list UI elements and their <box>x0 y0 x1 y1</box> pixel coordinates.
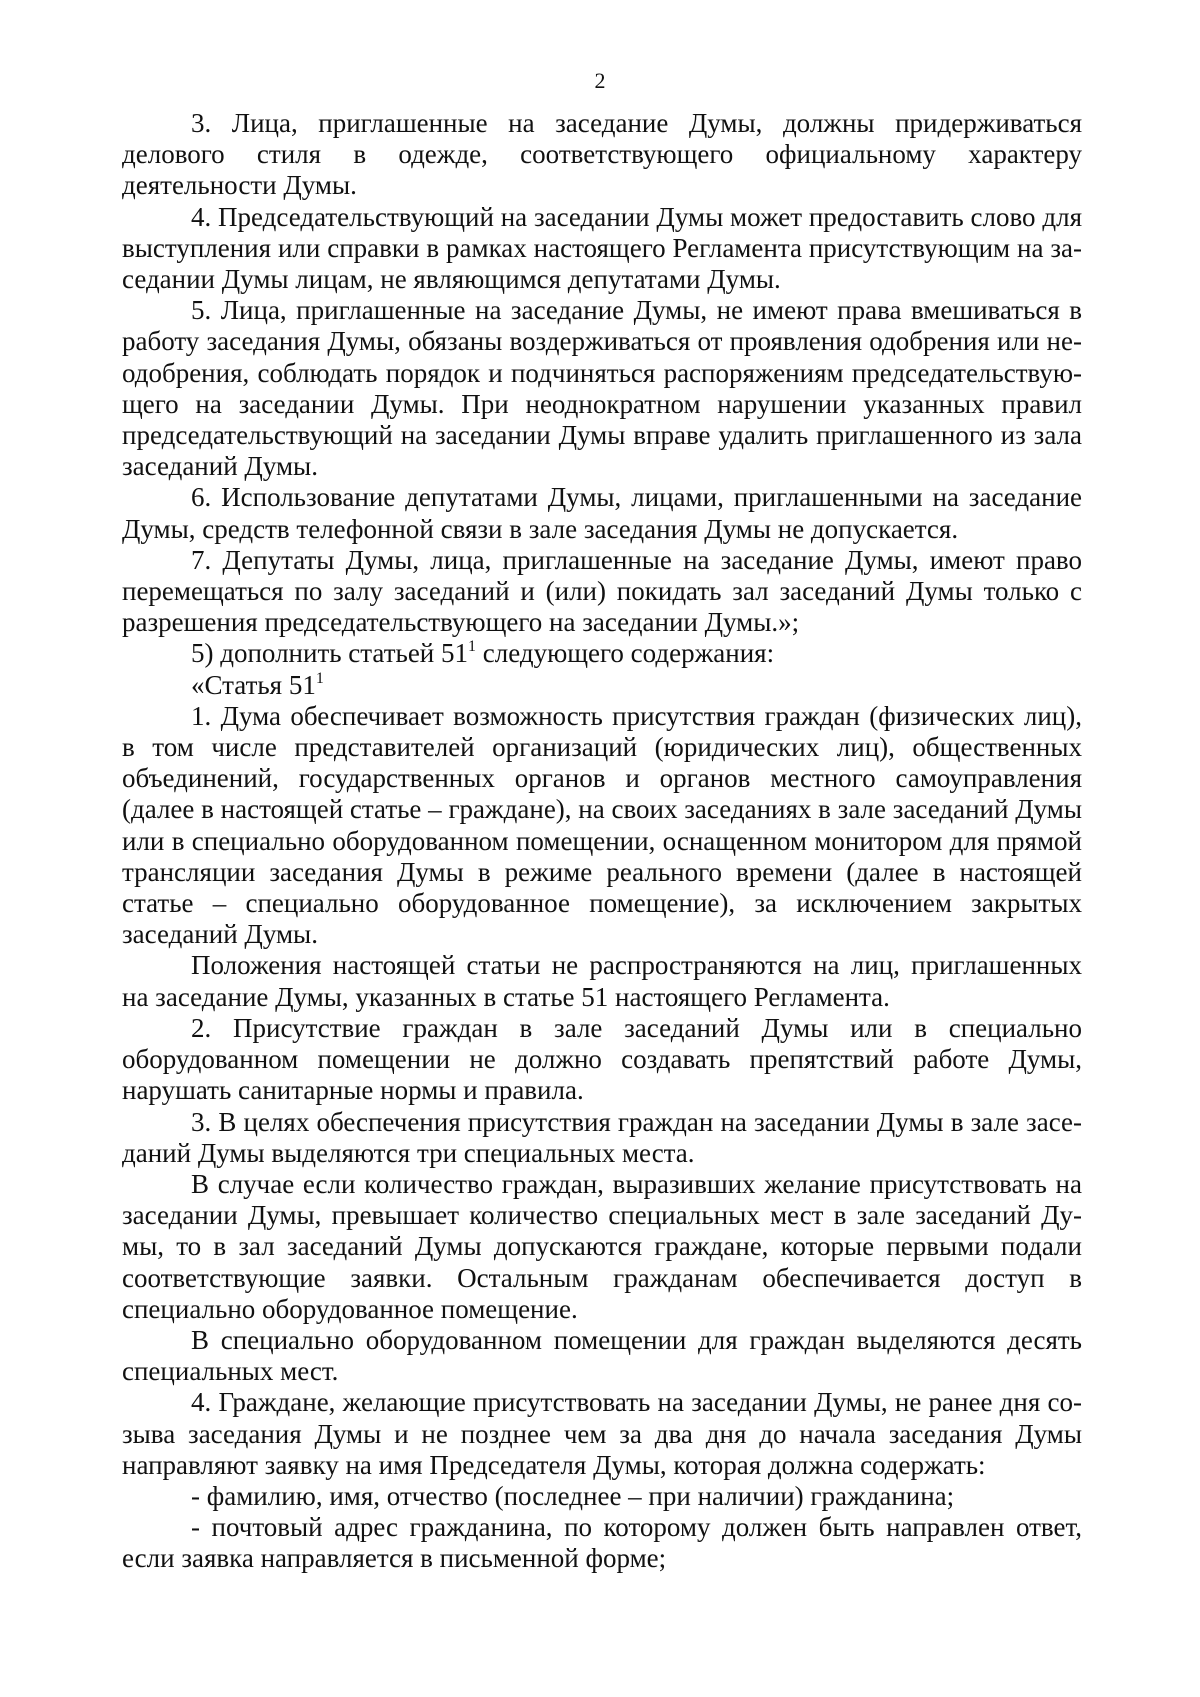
article-clause-3-seats: В специально оборудованном помещении для граждан выделяются десять специальных мест. <box>122 1324 1082 1387</box>
amendment-text: 5) дополнить статьей 51 <box>191 638 469 669</box>
article-clause-2: 2. Присутствие граждан в зале заседаний Думы или в специально оборудованном помещении не должно создавать препятствий работе Думы, нарушать санитарные нормы и правила. <box>122 1012 1082 1106</box>
paragraph-item-7: 7. Депутаты Думы, лица, приглашенные на заседание Думы, имеют право перемещаться по залу заседаний и (или) покидать зал заседаний Думы только с разрешения председательствующего на заседании Думы.»; <box>122 544 1082 638</box>
paragraph-item-6: 6. Использование депутатами Думы, лицами, приглашенными на заседание Думы, средств телефонной связи в зале заседания Думы не допускается. <box>122 482 1082 544</box>
article-clause-1: 1. Дума обеспечивает возможность присутствия граждан (физических лиц), в том числе представителей организаций (юридических лиц), общественных объединений, государственных органов и органов местного самоуправления (далее в настоящей статье – граждане), на своих заседаниях в зале заседаний Думы или в специально оборудованном помещении, оснащенном монитором для прямой трансляции заседания Думы в режиме реального времени (далее в настоящей статье – специально оборудованное помещение), за исключением закрытых заседаний Думы. <box>122 700 1082 950</box>
superscript-index: 1 <box>468 638 477 656</box>
paragraph-item-3: 3. Лица, приглашенные на заседание Думы, должны придерживаться делового стиля в одежде, соответствующего официальному характеру деятельности Думы. <box>122 108 1082 201</box>
paragraph-item-4: 4. Председательствующий на заседании Думы может предоставить слово для выступления или справки в рамках настоящего Регламента присутствующим на заседании Думы лицам, не являющимся депутатами Думы. <box>122 201 1082 295</box>
superscript-index: 1 <box>315 669 324 687</box>
article-clause-4: 4. Граждане, желающие присутствовать на заседании Думы, не ранее дня созыва заседания Думы и не позднее чем за два дня до начала заседания Думы направляют заявку на имя Председателя Думы, которая должна содержать: <box>122 1387 1082 1480</box>
article-heading-text: «Статья 51 <box>191 669 316 700</box>
list-item-name: - фамилию, имя, отчество (последнее – при наличии) гражданина; <box>191 1480 955 1511</box>
article-clause-3: 3. В целях обеспечения присутствия граждан на заседании Думы в зале заседаний Думы выделяются три специальных места. <box>122 1106 1082 1168</box>
page-number: 2 <box>594 68 606 93</box>
article-clause-1-note: Положения настоящей статьи не распространяются на лиц, приглашенных на заседание Думы, указанных в статье 51 настоящего Регламента. <box>122 950 1082 1012</box>
paragraph-item-5: 5. Лица, приглашенные на заседание Думы, не имеют права вмешиваться в работу заседания Думы, обязаны воздерживаться от проявления одобрения или неодобрения, соблюдать порядок и подчиняться распоряжениям председательствующего на заседании Думы. При неоднократном нарушении указанных правил председательствующий на заседании Думы вправе удалить приглашенного из зала заседаний Думы. <box>122 295 1082 482</box>
amendment-paragraph <box>122 638 1082 669</box>
list-item-address: - почтовый адрес гражданина, по которому должен быть направлен ответ, если заявка направляется в письменной форме; <box>122 1512 1082 1574</box>
article-clause-3-case: В случае если количество граждан, выразивших желание присутствовать на заседании Думы, превышает количество специальных мест в зале заседаний Думы, то в зал заседаний Думы допускаются граждане, которые первыми подали соответствующие заявки. Остальным гражданам обеспечивается доступ в специально оборудованное помещение. <box>122 1168 1082 1324</box>
document-body <box>122 108 1082 1575</box>
article-heading <box>122 670 1082 701</box>
amendment-text-tail: следующего содержания: <box>476 638 775 669</box>
